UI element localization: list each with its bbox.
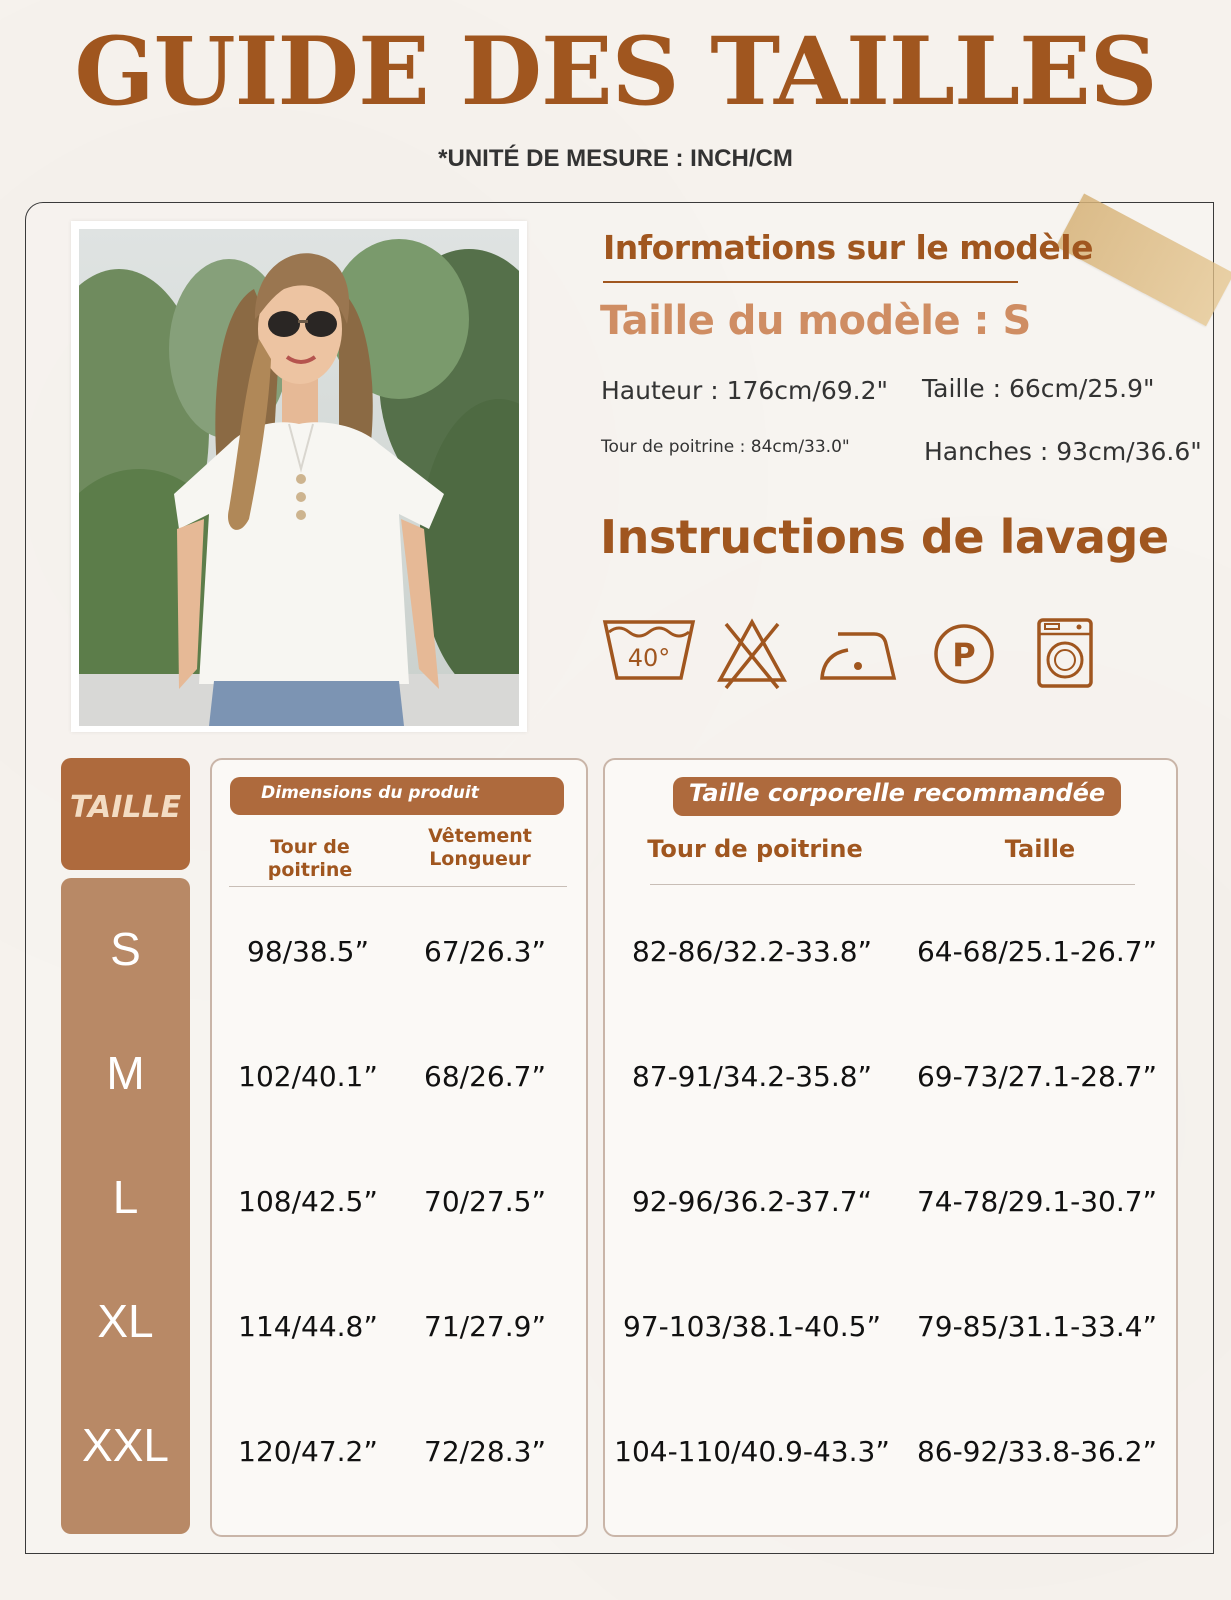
body-waist-cell: 64-68/25.1-26.7” xyxy=(916,935,1158,968)
unit-note: *UNITÉ DE MESURE : INCH/CM xyxy=(438,145,793,172)
body-header-label: Taille corporelle recommandée xyxy=(688,779,1106,807)
page-title: GUIDE DES TAILLES xyxy=(74,17,1157,127)
body-col-bust: Tour de poitrine xyxy=(647,835,863,863)
size-label-m: M xyxy=(106,1047,145,1099)
body-divider xyxy=(650,884,1135,885)
body-bust-cell: 82-86/32.2-33.8” xyxy=(631,935,873,968)
size-label-s: S xyxy=(110,923,141,975)
body-bust-cell: 92-96/36.2-37.7“ xyxy=(631,1185,873,1218)
washing-machine-icon xyxy=(1033,614,1097,692)
product-bust-cell: 120/47.2” xyxy=(238,1435,378,1468)
no-bleach-icon xyxy=(716,614,788,692)
body-size-panel xyxy=(603,758,1178,1537)
product-bust-cell: 114/44.8” xyxy=(238,1310,378,1343)
size-label-l: L xyxy=(112,1171,139,1223)
product-length-cell: 70/27.5” xyxy=(424,1185,546,1218)
size-header-label: TAILLE xyxy=(69,790,182,825)
body-bust-cell: 87-91/34.2-35.8” xyxy=(631,1060,873,1093)
body-waist-cell: 86-92/33.8-36.2” xyxy=(916,1435,1158,1468)
model-height: Hauteur : 176cm/69.2" xyxy=(601,376,888,405)
model-bust: Tour de poitrine : 84cm/33.0" xyxy=(601,437,850,457)
product-col-length: Vêtement Longueur xyxy=(428,825,532,870)
product-length-cell: 67/26.3” xyxy=(424,935,546,968)
body-waist-cell: 74-78/29.1-30.7” xyxy=(916,1185,1158,1218)
model-info-heading: Informations sur le modèle xyxy=(603,228,1093,267)
product-length-cell: 72/28.3” xyxy=(424,1435,546,1468)
heading-underline xyxy=(603,281,1018,283)
product-bust-cell: 102/40.1” xyxy=(238,1060,378,1093)
wash-temp-label: 40° xyxy=(627,644,671,672)
model-size: Taille du modèle : S xyxy=(600,298,1031,344)
dry-clean-p-icon xyxy=(928,614,1000,692)
care-heading: Instructions de lavage xyxy=(600,510,1169,564)
body-waist-cell: 69-73/27.1-28.7” xyxy=(916,1060,1158,1093)
body-bust-cell: 97-103/38.1-40.5” xyxy=(623,1310,881,1343)
body-waist-cell: 79-85/31.1-33.4” xyxy=(916,1310,1158,1343)
body-col-waist: Taille xyxy=(1004,835,1076,863)
model-hips: Hanches : 93cm/36.6" xyxy=(924,437,1202,466)
wash-40-icon xyxy=(601,614,697,692)
product-header-label: Dimensions du produit xyxy=(261,783,479,803)
size-label-xl: XL xyxy=(97,1295,154,1347)
product-col-bust: Tour de poitrine xyxy=(267,836,353,881)
iron-low-icon xyxy=(818,614,898,692)
svg-text:P: P xyxy=(952,636,976,674)
product-divider xyxy=(229,886,567,887)
model-waist: Taille : 66cm/25.9" xyxy=(922,374,1155,403)
size-label-xxl: XXL xyxy=(82,1419,169,1471)
body-bust-cell: 104-110/40.9-43.3” xyxy=(614,1435,890,1468)
model-photo xyxy=(79,229,519,726)
product-length-cell: 68/26.7” xyxy=(424,1060,546,1093)
product-length-cell: 71/27.9” xyxy=(424,1310,546,1343)
product-bust-cell: 108/42.5” xyxy=(238,1185,378,1218)
product-bust-cell: 98/38.5” xyxy=(247,935,369,968)
